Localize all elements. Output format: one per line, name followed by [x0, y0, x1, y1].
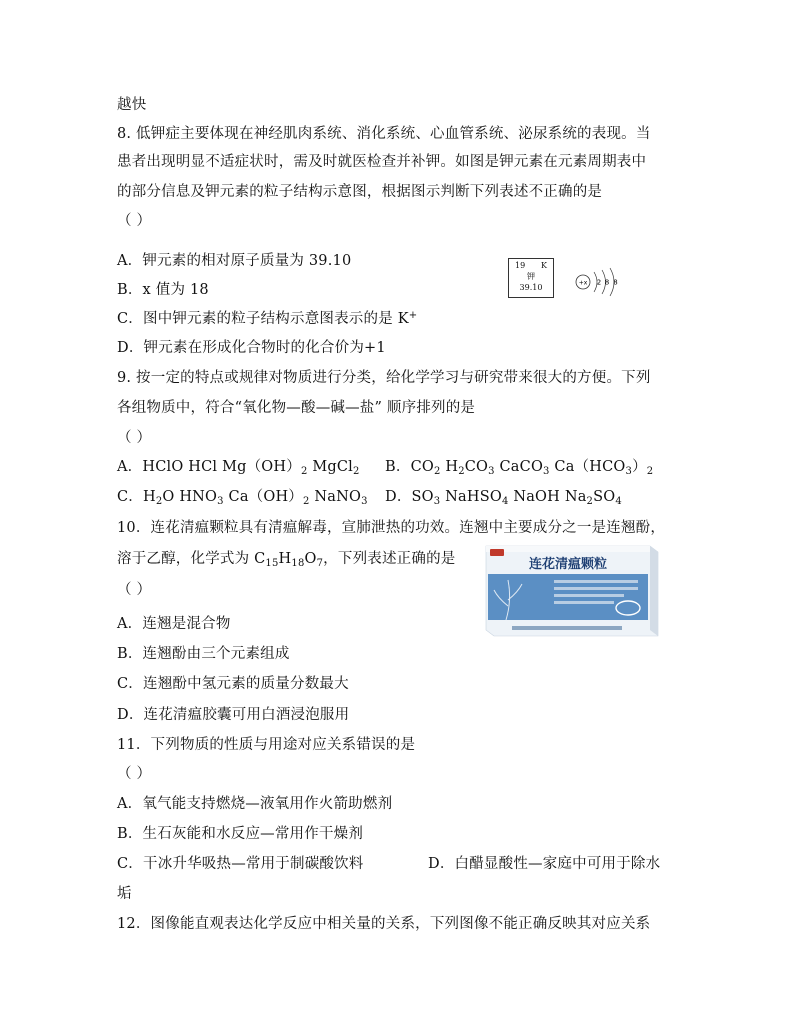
atomic-number: 19	[515, 261, 526, 270]
q11-paren: （ ）	[117, 766, 152, 782]
shell-count-3: 8	[613, 278, 618, 287]
q9-c-t7: NaNO	[314, 489, 362, 505]
q9-d-t4: NaOH	[513, 489, 560, 505]
periodic-cell	[508, 258, 554, 298]
q9-d-t2: NaHSO	[445, 489, 502, 505]
element-name: 钾	[527, 272, 535, 281]
shell-count-2: 8	[604, 278, 610, 287]
q9-b-label: B．	[385, 459, 411, 475]
q9-c-t5: Ca（OH）	[228, 489, 304, 505]
q9-b-t4: CO	[464, 459, 489, 475]
brand-logo-icon	[490, 549, 504, 556]
element-symbol: K	[541, 261, 547, 270]
q9-b-t3: 2	[458, 466, 465, 477]
q8-option-a: A．钾元素的相对原子质量为 39.10	[117, 253, 352, 269]
q11-text-1: 11．下列物质的性质与用途对应关系错误的是	[117, 737, 416, 753]
q9-b-t10: ）	[632, 459, 647, 475]
atom-structure-diagram	[574, 264, 634, 300]
atomic-mass: 39.10	[519, 283, 543, 292]
q11-option-c: C．干冰升华吸热—常用于制碳酸饮料	[117, 856, 364, 872]
q9-b-t11: 2	[646, 466, 654, 477]
q9-a-t1: HCl	[188, 459, 218, 475]
q8-text-1: 8. 低钾症主要体现在神经肌肉系统、消化系统、心血管系统、泌尿系统的表现。当	[117, 126, 651, 142]
q9-a-t5: 2	[352, 466, 360, 477]
medicine-box-image	[482, 540, 660, 640]
q9-b-t7: 3	[543, 466, 550, 477]
q9-d-t6: 2	[586, 496, 594, 507]
q9-d-t5: Na	[564, 489, 587, 505]
q10-text-2	[117, 547, 455, 569]
q11-option-d-cont: 垢	[117, 886, 132, 902]
q9-option-c	[117, 485, 368, 507]
q9-d-label: D．	[385, 489, 412, 505]
manufacturer-line	[512, 626, 622, 630]
q9-c-t2: O	[162, 489, 175, 505]
q10-option-c: C．连翘酚中氢元素的质量分数最大	[117, 676, 349, 692]
q11-option-b: B．生石灰能和水反应—常用作干燥剂	[117, 826, 364, 842]
q9-text-2: 各组物质中，符合“氧化物—酸—碱—盐” 顺序排列的是	[117, 400, 476, 416]
q10-sub-1: 15	[265, 558, 279, 569]
q9-b-t8: Ca（HCO	[554, 459, 626, 475]
q10-t-a: 溶于乙醇，化学式为 C	[117, 551, 266, 567]
text-line-1	[554, 580, 638, 583]
q9-a-t0: HClO	[142, 459, 184, 475]
q9-option-b	[385, 455, 653, 477]
q11-option-d: D．白醋显酸性—家庭中可用于除水	[428, 856, 661, 872]
medicine-title: 连花清瘟颗粒	[528, 557, 608, 572]
q9-c-t0: H	[143, 489, 156, 505]
q9-b-t2: H	[445, 459, 459, 475]
q9-a-t2: Mg（OH）	[222, 459, 301, 475]
q9-c-t6: 2	[303, 496, 310, 507]
q9-b-t5: 3	[488, 466, 495, 477]
q10-t-b: H	[278, 551, 292, 567]
q11-option-a: A．氧气能支持燃烧—液氧用作火箭助燃剂	[117, 796, 393, 812]
q8-paren: （ ）	[117, 213, 152, 229]
q9-option-d	[385, 485, 622, 507]
q9-b-t6: CaCO	[499, 459, 544, 475]
q8-option-c-text: C．图中钾元素的粒子结构示意图表示的是 K	[117, 311, 409, 327]
q9-c-t3: HNO	[179, 489, 218, 505]
q10-text-1: 10．连花清瘟颗粒具有清瘟解毒，宣肺泄热的功效。连翘中主要成分之一是连翘酚，	[117, 520, 666, 536]
q9-option-a	[117, 455, 360, 477]
q10-sub-2: 18	[291, 558, 305, 569]
q9-c-t4: 3	[217, 496, 224, 507]
q9-d-t8: 4	[615, 496, 622, 507]
q9-d-t1: 3	[433, 496, 441, 507]
q9-d-t3: 4	[501, 496, 509, 507]
q9-a-label: A．	[117, 459, 143, 475]
q8-option-c	[117, 307, 417, 328]
q10-option-a: A．连翘是混合物	[117, 616, 231, 632]
q10-option-b: B．连翘酚由三个元素组成	[117, 646, 290, 662]
shell-count-1: 2	[596, 278, 602, 287]
q8-option-b: B．x 值为 18	[117, 282, 209, 298]
q12-text-1: 12．图像能直观表达化学反应中相关量的关系，下列图像不能正确反映其对应关系	[117, 916, 651, 932]
text-line-4	[554, 601, 614, 604]
q9-c-t8: 3	[361, 496, 368, 507]
q8-option-d: D．钾元素在形成化合物时的化合价为+1	[117, 340, 386, 356]
q9-d-t7: SO	[593, 489, 616, 505]
q9-c-label: C．	[117, 489, 143, 505]
q8-text-2: 患者出现明显不适症状时，需及时就医检查并补钾。如图是钾元素在元素周期表中	[117, 154, 647, 170]
q10-t-d: ，下列表述正确的是	[323, 551, 456, 567]
q9-text-1: 9. 按一定的特点或规律对物质进行分类，给化学学习与研究带来很大的方便。下列	[117, 370, 651, 386]
q10-paren: （ ）	[117, 582, 152, 598]
nucleus-label: +x	[578, 279, 588, 287]
q10-t-c: O	[304, 551, 317, 567]
line-prev: 越快	[117, 97, 147, 113]
box-side	[650, 546, 658, 636]
q10-option-d: D．连花清瘟胶囊可用白酒浸泡服用	[117, 707, 350, 723]
text-line-2	[554, 587, 638, 590]
text-line-3	[554, 594, 624, 597]
q8-option-c-sup: +	[408, 310, 418, 321]
box-top-strip	[486, 546, 650, 552]
q9-a-t4: MgCl	[312, 459, 353, 475]
q9-a-t3: 2	[300, 466, 308, 477]
q9-c-t1: 2	[155, 496, 163, 507]
q9-b-t0: CO	[410, 459, 434, 475]
q9-d-t0: SO	[411, 489, 434, 505]
q9-b-t1: 2	[433, 466, 441, 477]
q8-text-3: 的部分信息及钾元素的粒子结构示意图，根据图示判断下列表述不正确的是	[117, 184, 603, 200]
q9-paren: （ ）	[117, 430, 152, 446]
q10-sub-3: 7	[316, 558, 324, 569]
q9-b-t9: 3	[625, 466, 633, 477]
